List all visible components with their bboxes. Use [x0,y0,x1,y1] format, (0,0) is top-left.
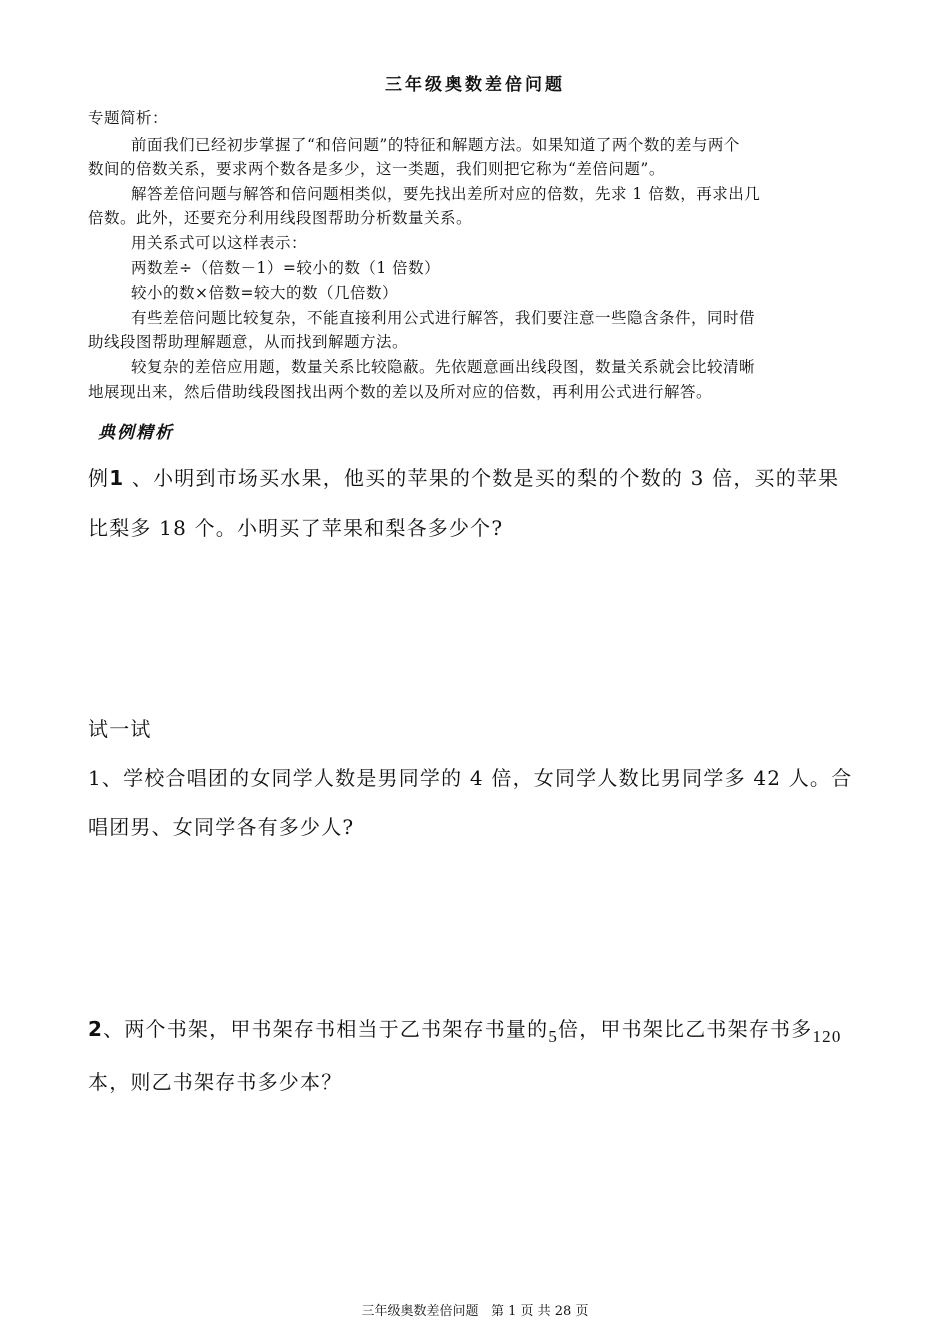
question-2-difference: 120 [812,1027,842,1046]
formula-2: 较小的数×倍数=较大的数（几倍数） [131,284,398,302]
intro-heading: 专题简析： [88,109,169,127]
intro-paragraph-4-line-2: 助线段图帮助理解题意，从而找到解题方法。 [88,333,409,351]
example-1-line-1 [88,462,839,491]
intro-paragraph-1-line-1: 前面我们已经初步掌握了“和倍问题”的特征和解题方法。如果知道了两个数的差与两个 [131,136,740,154]
question-2-multiple: 5 [548,1027,559,1046]
try-heading: 试一试 [88,717,152,741]
intro-paragraph-5-line-1: 较复杂的差倍应用题，数量关系比较隐蔽。先依题意画出线段图，数量关系就会比较清晰 [131,358,756,376]
question-2-number: 2 [88,1017,104,1041]
example-section-heading: 典例精析 [98,423,174,443]
footer-title: 三年级奥数差倍问题 [361,1304,479,1319]
example-1-text: 、小明到市场买水果，他买的苹果的个数是买的梨的个数的 3 倍，买的苹果 [131,466,840,490]
intro-paragraph-5-line-2: 地展现出来，然后借助线段图找出两个数的差以及所对应的倍数，再利用公式进行解答。 [88,383,713,401]
question-1-line-1: 1、学校合唱团的女同学人数是男同学的 4 倍，女同学人数比男同学多 42 人。合 [88,766,853,790]
intro-paragraph-2-line-1: 解答差倍问题与解答和倍问题相类似，要先找出差所对应的倍数，先求 1 倍数，再求出几 [131,185,761,203]
example-1-prefix: 例 [88,466,110,490]
question-2-line-2: 本，则乙书架存书多少本？ [88,1070,343,1094]
formula-1: 两数差÷（倍数－1）=较小的数（1 倍数） [131,259,441,277]
page-footer [0,1300,950,1319]
footer-page-number: 第 1 页 共 28 页 [490,1304,589,1319]
page-title: 三年级奥数差倍问题 [385,75,565,95]
question-2-line-1 [88,1013,842,1046]
example-1-line-2: 比梨多 18 个。小明买了苹果和梨各多少个? [88,516,504,540]
intro-paragraph-3: 用关系式可以这样表示： [131,234,308,252]
example-1-number: 1 [109,466,125,490]
question-2-text-a: 、两个书架，甲书架存书相当于乙书架存书量的 [103,1017,549,1041]
intro-paragraph-4-line-1: 有些差倍问题比较复杂，不能直接利用公式进行解答，我们要注意一些隐含条件，同时借 [131,309,756,327]
question-1-line-2: 唱团男、女同学各有多少人? [88,815,355,839]
intro-paragraph-1-line-2: 数间的倍数关系，要求两个数各是多少，这一类题，我们则把它称为“差倍问题”。 [88,160,665,178]
intro-paragraph-2-line-2: 倍数。此外，还要充分利用线段图帮助分析数量关系。 [88,209,473,227]
question-2-text-b: 倍，甲书架比乙书架存书多 [558,1017,813,1041]
